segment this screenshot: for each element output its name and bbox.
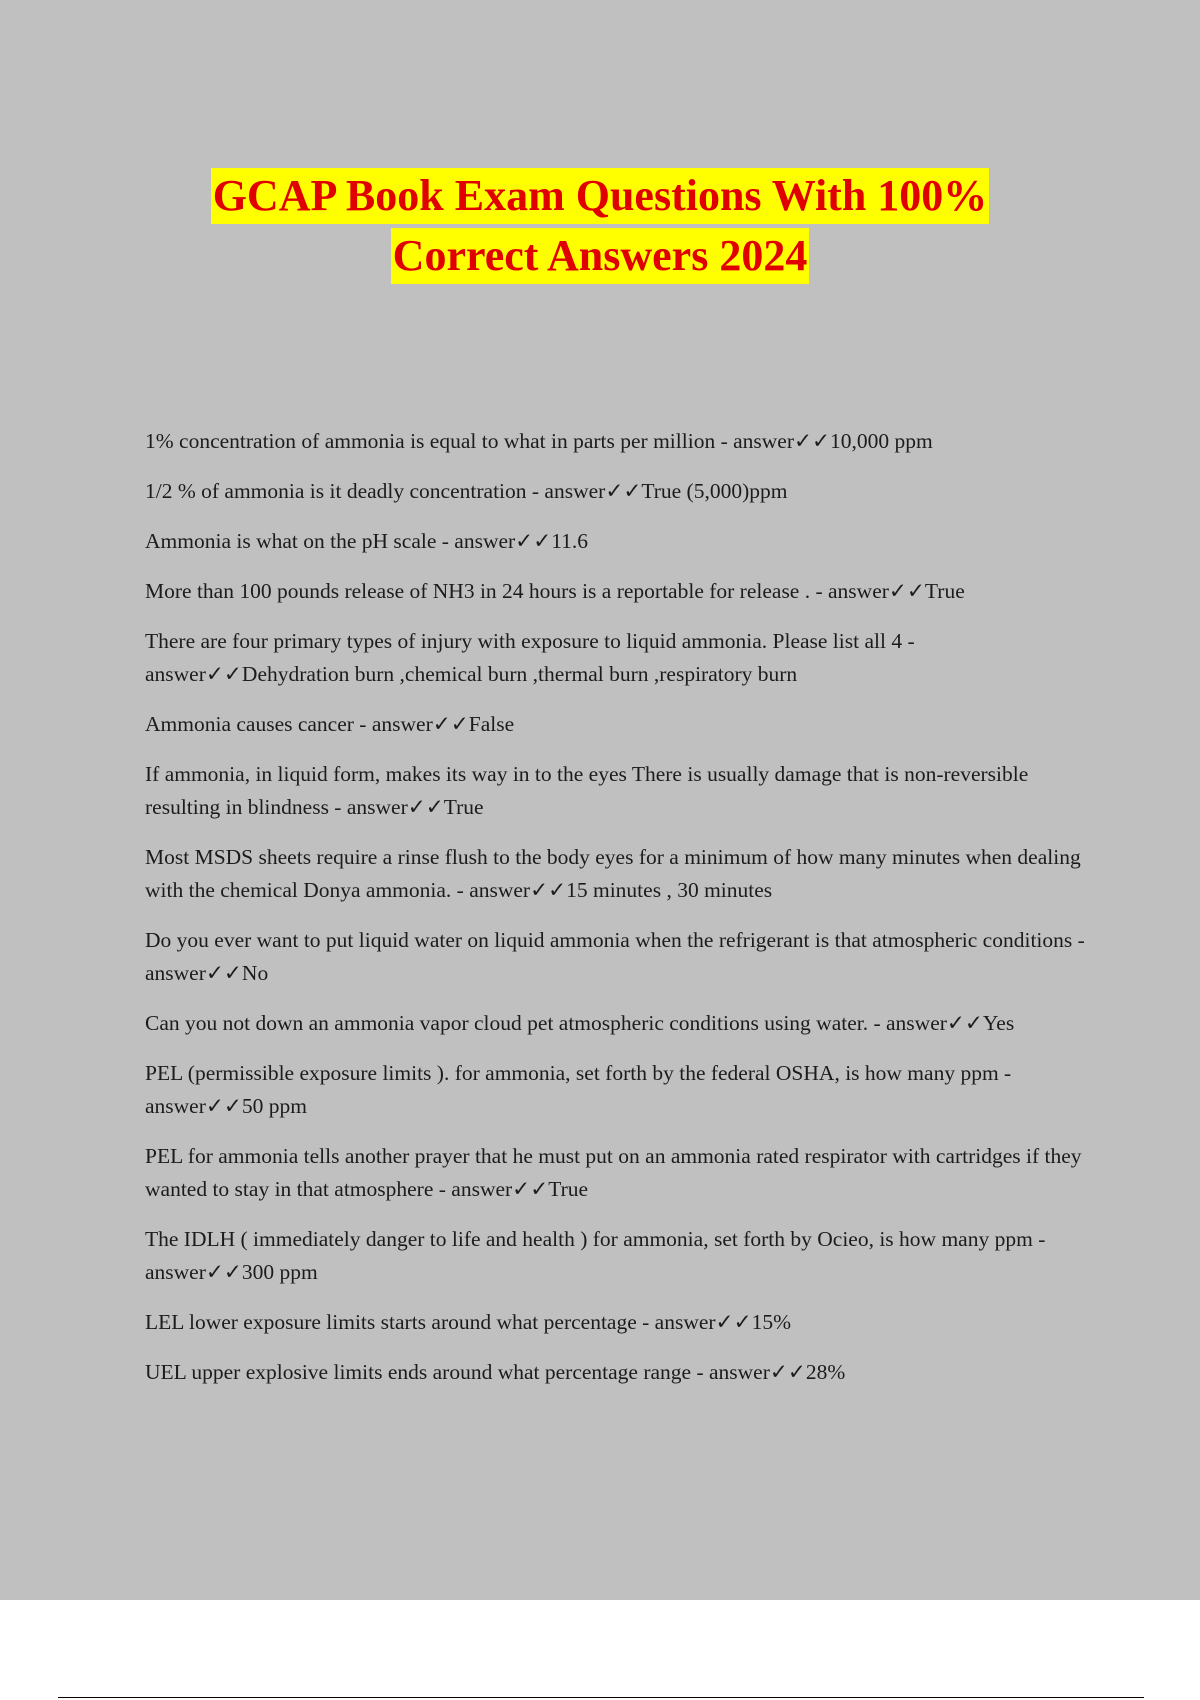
qa-item: PEL for ammonia tells another prayer that he must put on an ammonia rated respirator with cartridges if they wanted to stay in that atmosphere - answer✓✓True (145, 1144, 1082, 1201)
question-answer-list (145, 425, 1090, 1406)
qa-item: More than 100 pounds release of NH3 in 24 hours is a reportable for release . - answer✓✓True (145, 579, 965, 603)
qa-item: PEL (permissible exposure limits ). for ammonia, set forth by the federal OSHA, is how many ppm - answer✓✓50 ppm (145, 1061, 1012, 1118)
qa-item: 1% concentration of ammonia is equal to what in parts per million - answer✓✓10,000 ppm (145, 429, 933, 453)
qa-item: Do you ever want to put liquid water on liquid ammonia when the refrigerant is that atmospheric conditions - answer✓✓No (145, 928, 1085, 985)
qa-item: LEL lower exposure limits starts around what percentage - answer✓✓15% (145, 1310, 791, 1334)
qa-item: Ammonia causes cancer - answer✓✓False (145, 712, 515, 736)
qa-item: 1/2 % of ammonia is it deadly concentration - answer✓✓True (5,000)ppm (145, 479, 788, 503)
title-line-2: Correct Answers 2024 (391, 228, 810, 284)
qa-item: The IDLH ( immediately danger to life and health ) for ammonia, set forth by Ocieo, is how many ppm - answer✓✓300 ppm (145, 1227, 1046, 1284)
title-line-1: GCAP Book Exam Questions With 100% (211, 168, 990, 224)
qa-item: If ammonia, in liquid form, makes its way in to the eyes There is usually damage that is non-reversible resulting in blindness - answer✓✓True (145, 762, 1029, 819)
qa-item: Most MSDS sheets require a rinse flush to the body eyes for a minimum of how many minutes when dealing with the chemical Donya ammonia. - answer✓✓15 minutes , 30 minutes (145, 845, 1081, 902)
qa-item: There are four primary types of injury with exposure to liquid ammonia. Please list all 4 - answer✓✓Dehydration burn ,chemical burn ,thermal burn ,respiratory burn (145, 629, 915, 686)
qa-item: UEL upper explosive limits ends around what percentage range - answer✓✓28% (145, 1360, 846, 1384)
bottom-divider (58, 1697, 1144, 1698)
document-title (0, 168, 1200, 284)
qa-item: Can you not down an ammonia vapor cloud pet atmospheric conditions using water. - answer✓✓Yes (145, 1011, 1015, 1035)
qa-item: Ammonia is what on the pH scale - answer✓✓11.6 (145, 529, 589, 553)
